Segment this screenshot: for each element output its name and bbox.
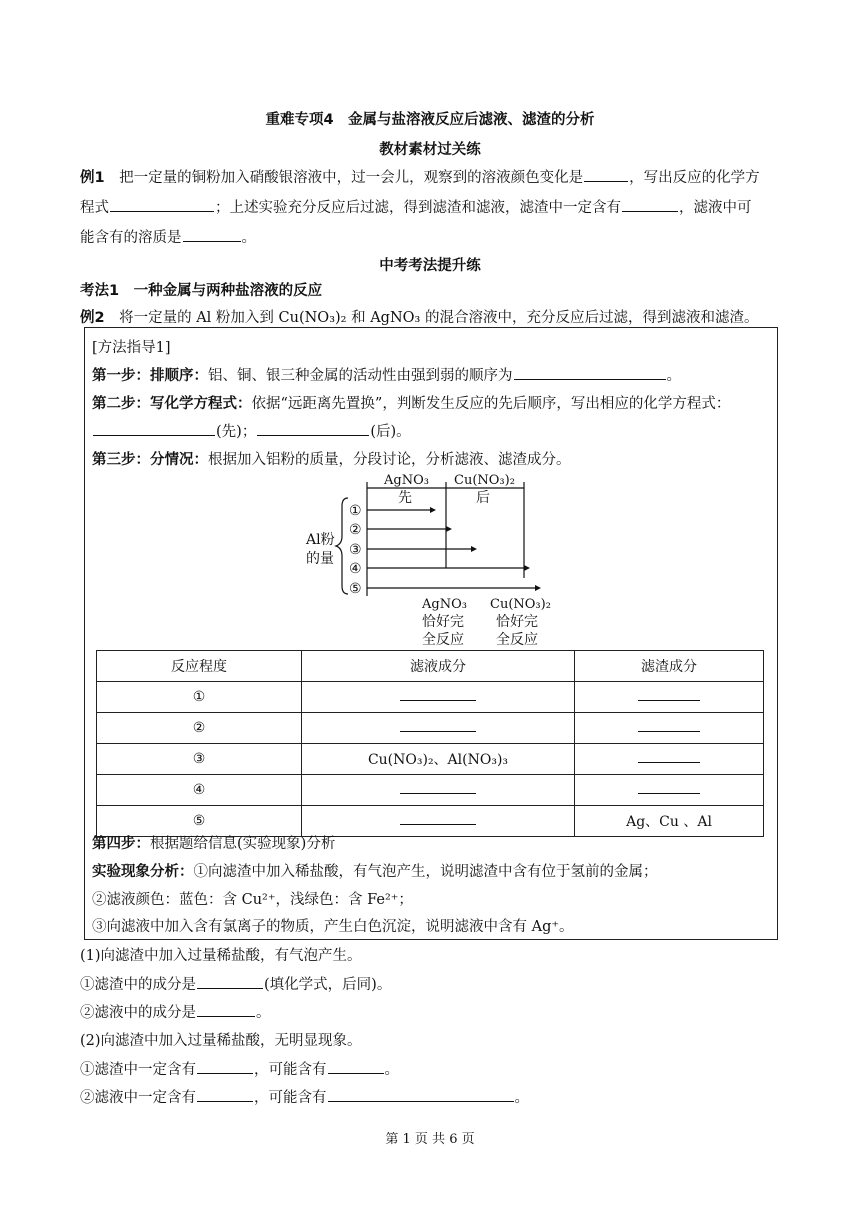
guide-step2 — [92, 392, 730, 413]
diagram-bottom-left-1: AgNO₃ — [422, 597, 467, 612]
guide-step2-equations — [92, 420, 411, 441]
step3-label: 第三步：分情况： — [92, 452, 208, 468]
filtrate-cell[interactable] — [302, 682, 575, 713]
diagram-bottom-left-3: 全反应 — [422, 632, 464, 648]
table-row — [97, 744, 764, 775]
table-header: 滤渣成分 — [575, 651, 764, 682]
table-header: 滤液成分 — [302, 651, 575, 682]
diagram-bottom-left-2: 恰好完 — [422, 614, 464, 630]
answer-blank — [514, 378, 666, 380]
step3-text: 根据加入铝粉的质量，分段讨论，分析滤液、滤渣成分。 — [208, 452, 571, 468]
q2-a1-text: ①滤渣中一定含有 — [80, 1062, 196, 1078]
table-row — [97, 682, 764, 713]
diagram-row-5: ⑤ — [349, 581, 362, 597]
residue-cell[interactable] — [575, 682, 764, 713]
observation-1 — [92, 860, 658, 881]
answer-blank[interactable] — [328, 1100, 514, 1102]
example1-text-6: 能含有的溶质是 — [80, 230, 182, 246]
table-row — [97, 775, 764, 806]
degree-cell: ⑤ — [97, 806, 302, 837]
diagram-row-4: ④ — [349, 561, 362, 577]
diagram-side-label-2: 的量 — [306, 551, 334, 567]
step2-label: 第二步：写化学方程式： — [92, 396, 252, 412]
answer-blank — [257, 434, 369, 436]
answer-blank — [584, 180, 628, 182]
example1-text-2: ，写出反应的化学方 — [629, 170, 760, 186]
answer-blank — [638, 731, 700, 732]
diagram-top-left-sub: 先 — [398, 490, 412, 506]
diagram-bottom-right-3: 全反应 — [496, 632, 538, 648]
q2-a2-end: 。 — [514, 1090, 529, 1106]
q1-a2-text: ②滤液中的成分是 — [80, 1005, 196, 1021]
example1-label: 例1 — [80, 170, 105, 186]
q1-a1-end: (填化学式，后同)。 — [264, 977, 392, 993]
page-footer: 第 1 页 共 6 页 — [385, 1132, 475, 1147]
observation-3: ③向滤液中加入含有氯离子的物质，产生白色沉淀，说明滤液中含有 Ag⁺。 — [92, 919, 574, 935]
filtrate-cell[interactable] — [302, 775, 575, 806]
step2-first: (先)； — [216, 424, 257, 440]
example2-label: 例2 — [80, 310, 105, 326]
q2-answer2 — [80, 1086, 529, 1107]
filtrate-cell: Cu(NO₃)₂、Al(NO₃)₃ — [302, 744, 575, 775]
guide-head: [方法指导1] — [92, 340, 171, 356]
residue-cell: Ag、Cu 、Al — [575, 806, 764, 837]
answer-blank — [400, 700, 476, 701]
diagram-top-right: Cu(NO₃)₂ — [454, 473, 515, 488]
kaofa1-text: 一种金属与两种盐溶液的反应 — [119, 283, 323, 299]
answer-blank[interactable] — [197, 1015, 255, 1017]
answer-blank — [638, 762, 700, 763]
q2-a1-end: 。 — [384, 1062, 399, 1078]
step1-end: 。 — [666, 368, 681, 384]
example1-text-7: 。 — [241, 230, 256, 246]
answer-blank — [400, 793, 476, 794]
step1-label: 第一步：排顺序： — [92, 368, 208, 384]
step2-after: (后)。 — [370, 424, 411, 440]
example1-line3 — [80, 226, 256, 247]
guide-step1 — [92, 364, 681, 385]
q2-a2-text: ②滤液中一定含有 — [80, 1090, 196, 1106]
answer-blank — [400, 824, 476, 825]
step1-text: 铝、铜、银三种金属的活动性由强到弱的顺序为 — [208, 368, 513, 384]
q1-a1-text: ①滤渣中的成分是 — [80, 977, 196, 993]
q1-stem: (1)向滤渣中加入过量稀盐酸，有气泡产生。 — [80, 948, 362, 964]
answer-blank — [638, 700, 700, 701]
page-title: 重难专项4 金属与盐溶液反应后滤液、滤渣的分析 — [265, 112, 595, 128]
q1-answer1 — [80, 973, 391, 994]
answer-blank[interactable] — [197, 1072, 253, 1074]
section-heading-textbook: 教材素材过关练 — [379, 142, 481, 158]
diagram-row-3: ③ — [349, 542, 362, 558]
degree-cell: ④ — [97, 775, 302, 806]
example1-text-4: ；上述实验充分反应后过滤，得到滤渣和滤液，滤渣中一定含有 — [215, 200, 621, 216]
q1-answer2 — [80, 1001, 271, 1022]
answer-blank — [638, 793, 700, 794]
kaofa1-label: 考法1 — [80, 283, 120, 299]
example1-line2 — [80, 196, 752, 217]
answer-blank[interactable] — [197, 1100, 253, 1102]
residue-cell[interactable] — [575, 744, 764, 775]
step2-text: 依据“远距离先置换”，判断发生反应的先后顺序，写出相应的化学方程式： — [251, 396, 731, 412]
step4-text: 根据题给信息(实验现象)分析 — [150, 836, 336, 852]
table-header: 反应程度 — [97, 651, 302, 682]
kaofa1-heading — [80, 279, 322, 300]
composition-table — [96, 650, 764, 837]
q2-a2-mid: ，可能含有 — [254, 1090, 327, 1106]
q2-answer1 — [80, 1058, 399, 1079]
guide-step4 — [92, 832, 335, 853]
diagram-bottom-right-1: Cu(NO₃)₂ — [490, 597, 551, 612]
diagram-top-left: AgNO₃ — [384, 473, 429, 488]
observation-2: ②滤液颜色：蓝色：含 Cu²⁺，浅绿色：含 Fe²⁺； — [92, 892, 413, 908]
answer-blank — [93, 434, 215, 436]
answer-blank — [400, 731, 476, 732]
diagram-bottom-right-2: 恰好完 — [496, 614, 538, 630]
filtrate-cell[interactable] — [302, 806, 575, 837]
example2-text: 将一定量的 Al 粉加入到 Cu(NO₃)₂ 和 AgNO₃ 的混合溶液中，充分反应后过滤，得到滤液和滤渣。 — [104, 310, 759, 326]
residue-cell[interactable] — [575, 775, 764, 806]
observation-1-text: ①向滤渣中加入稀盐酸，有气泡产生，说明滤渣中含有位于氢前的金属； — [193, 864, 658, 880]
q2-a1-mid: ，可能含有 — [254, 1062, 327, 1078]
degree-cell: ③ — [97, 744, 302, 775]
example1-text-3: 程式 — [80, 200, 109, 216]
answer-blank[interactable] — [328, 1072, 384, 1074]
guide-step3 — [92, 448, 571, 469]
step4-label: 第四步： — [92, 836, 150, 852]
answer-blank — [622, 210, 678, 212]
answer-blank[interactable] — [197, 987, 263, 989]
answer-blank — [110, 210, 214, 212]
degree-cell: ② — [97, 713, 302, 744]
observation-label: 实验现象分析： — [92, 864, 194, 880]
answer-blank — [183, 240, 241, 242]
section-heading-exam: 中考考法提升练 — [379, 258, 481, 274]
example1-text-5: ，滤液中可 — [679, 200, 752, 216]
example1-line1 — [80, 166, 760, 187]
diagram-row-1: ① — [349, 503, 362, 519]
table-row — [97, 713, 764, 744]
q1-a2-end: 。 — [256, 1005, 271, 1021]
al-powder-diagram — [300, 470, 580, 650]
q2-stem: (2)向滤渣中加入过量稀盐酸，无明显现象。 — [80, 1033, 362, 1049]
residue-cell[interactable] — [575, 713, 764, 744]
diagram-top-right-sub: 后 — [476, 490, 490, 506]
diagram-row-2: ② — [349, 522, 362, 538]
filtrate-cell[interactable] — [302, 713, 575, 744]
example1-text-1: 把一定量的铜粉加入硝酸银溶液中，过一会儿，观察到的溶液颜色变化是 — [104, 170, 584, 186]
diagram-side-label-1: Al粉 — [306, 532, 335, 548]
example2-line — [80, 306, 758, 327]
degree-cell: ① — [97, 682, 302, 713]
